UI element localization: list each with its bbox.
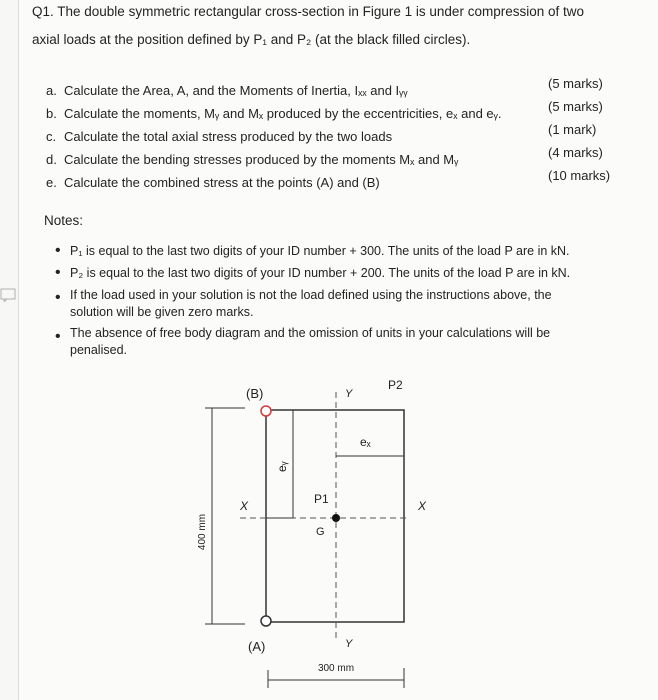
task-marks: (5 marks) (548, 76, 603, 91)
task-marks: (10 marks) (548, 168, 611, 183)
bullet-icon: • (55, 289, 61, 306)
label-g: G (316, 526, 325, 538)
label-width-dim: 300 mm (317, 663, 355, 674)
note-text: P₁ is equal to the last two digits of your ID number + 300. The units of the load P are in kN. (70, 244, 570, 258)
label-ex: eₓ (360, 435, 371, 449)
note-text: The absence of free body diagram and the omission of units in your calculations will be (70, 326, 551, 340)
question-line-2: axial loads at the position defined by P₁ and P₂ (at the black filled circles). (32, 32, 471, 47)
task-marks: (5 marks) (548, 99, 603, 114)
bullet-icon: • (55, 264, 61, 281)
label-p2: P2 (388, 378, 403, 392)
task-text: Calculate the moments, Mᵧ and Mₓ produced by the eccentricities, eₓ and eᵧ. (64, 106, 502, 121)
label-b: (B) (246, 386, 264, 401)
question-line-1: Q1. The double symmetric rectangular cross-section in Figure 1 is under compression of two (32, 4, 584, 19)
task-letter: c. (46, 129, 57, 144)
task-marks: (1 mark) (548, 122, 597, 137)
label-y-top: Y (345, 388, 353, 400)
label-p1: P1 (314, 492, 329, 506)
note-text-cont: penalised. (70, 343, 127, 357)
label-x-left: X (240, 499, 249, 513)
label-x-right: X (418, 499, 427, 513)
task-marks: (4 marks) (548, 145, 603, 160)
task-text: Calculate the combined stress at the points (A) and (B) (64, 175, 380, 190)
label-height-dim: 400 mm (197, 513, 208, 551)
task-letter: e. (46, 175, 57, 190)
label-y-bottom: Y (345, 638, 353, 650)
point-b-marker (261, 406, 271, 416)
task-text: Calculate the Area, A, and the Moments of Inertia, Iₓₓ and Iᵧᵧ (64, 83, 408, 98)
label-a: (A) (248, 639, 266, 654)
note-text: P₂ is equal to the last two digits of your ID number + 200. The units of the load P are in kN. (70, 266, 571, 280)
notes-heading: Notes: (44, 213, 84, 228)
task-text: Calculate the bending stresses produced by the moments Mₓ and Mᵧ (64, 152, 459, 167)
note-text: If the load used in your solution is not the load defined using the instructions above, the (70, 288, 552, 302)
bullet-icon: • (55, 328, 61, 345)
label-ey: eᵧ (275, 461, 289, 472)
p1-load-point (332, 514, 340, 522)
bullet-icon: • (55, 242, 61, 259)
point-a-marker (261, 616, 271, 626)
task-letter: b. (46, 106, 57, 121)
task-letter: a. (46, 83, 57, 98)
task-text: Calculate the total axial stress produced by the two loads (64, 129, 393, 144)
note-text-cont: solution will be given zero marks. (70, 305, 254, 319)
task-letter: d. (46, 152, 57, 167)
